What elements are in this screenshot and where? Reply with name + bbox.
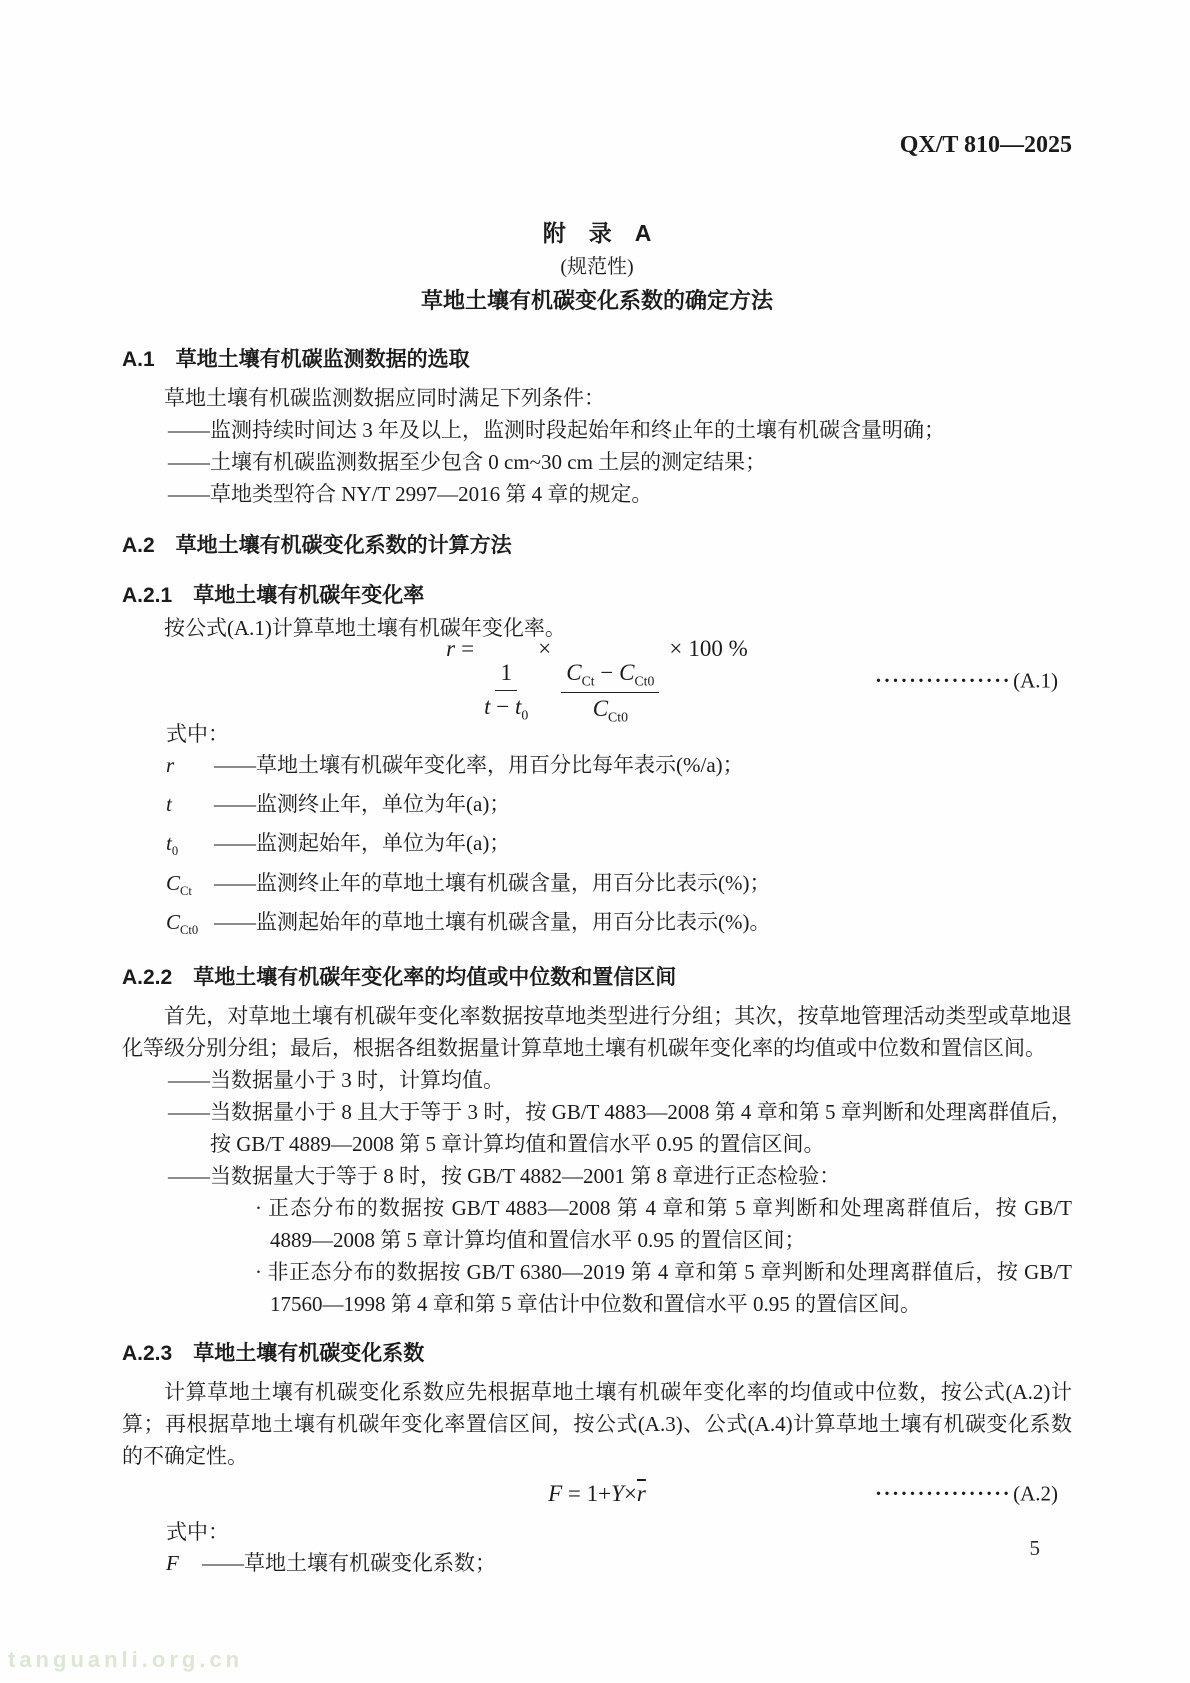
symbol-base: F xyxy=(166,1550,179,1575)
heading-a21: A.2.1 草地土壤有机碳年变化率 xyxy=(122,584,425,607)
symbol-row xyxy=(166,789,1072,828)
where-label-a2: 式中： xyxy=(166,1519,229,1544)
formula-a1-tail xyxy=(875,669,1058,694)
formula-a1-math xyxy=(446,636,748,726)
symbol-description: 监测起始年，单位为年(a)； xyxy=(256,831,511,856)
var-cct0-sub: Ct0 xyxy=(608,709,628,725)
var-rbar: $\overline{r}$ xyxy=(636,1480,646,1506)
dash-prefix: —— xyxy=(168,450,210,474)
a22-sub-item xyxy=(255,1256,1072,1320)
symbol-sub: Ct0 xyxy=(180,922,199,937)
a22-sub-item xyxy=(255,1192,1072,1256)
var-cct-sub: Ct xyxy=(581,673,595,689)
symbol-sub: Ct xyxy=(180,883,192,898)
symbol-base: r xyxy=(166,753,175,777)
times-sign: × xyxy=(623,1480,637,1506)
var-cct0-sub: Ct0 xyxy=(634,673,655,689)
var-r: r xyxy=(446,636,456,662)
symbol xyxy=(166,1548,202,1587)
symbol-description: 草地土壤有机碳变化系数； xyxy=(244,1550,496,1575)
dot-leader: ················ xyxy=(875,668,1012,693)
percent-value: 100 % xyxy=(688,636,748,662)
list-item-text: 土壤有机碳监测数据至少包含 0 cm~30 cm 土层的测定结果； xyxy=(210,450,767,474)
formula-a2-tail xyxy=(875,1481,1058,1506)
symbol-description: 监测起始年的草地土壤有机碳含量，用百分比表示(%)。 xyxy=(256,909,771,934)
bullet-prefix: · xyxy=(255,1259,262,1284)
dash-prefix: —— xyxy=(168,1067,210,1092)
a1-list-item xyxy=(168,414,1072,446)
equals-sign: = xyxy=(461,636,475,662)
var-cct: C xyxy=(566,660,582,686)
fraction-2 xyxy=(561,659,659,726)
times-sign: × xyxy=(669,636,683,662)
symbol-row xyxy=(166,750,1072,789)
formula-a2-label: (A.2) xyxy=(1013,1481,1058,1506)
symbol-base: C xyxy=(166,909,181,934)
appendix-title-block xyxy=(122,216,1072,318)
watermark: tanguanli.org.cn xyxy=(8,1647,244,1672)
var-t: t xyxy=(484,694,491,719)
formula-a1-label: (A.1) xyxy=(1013,668,1058,693)
fraction-1 xyxy=(484,659,528,724)
var-cct0: C xyxy=(592,696,609,722)
dash-prefix: —— xyxy=(214,831,256,856)
appendix-subtitle: 草地土壤有机碳变化系数的确定方法 xyxy=(420,288,773,313)
var-t0: t xyxy=(514,694,522,719)
var-F: F xyxy=(548,1480,563,1506)
page-number: 5 xyxy=(1029,1536,1040,1560)
heading-a2: A.2 草地土壤有机碳变化系数的计算方法 xyxy=(122,534,512,557)
symbol-base: C xyxy=(166,870,181,895)
symbol-row xyxy=(166,907,1072,946)
formula-a1 xyxy=(122,636,1072,725)
a1-list-item xyxy=(168,478,1072,510)
list-item-text: 监测持续时间达 3 年及以上，监测时段起始年和终止年的土壤有机碳含量明确； xyxy=(210,418,945,442)
heading-a1: A.1 草地土壤有机碳监测数据的选取 xyxy=(122,348,470,371)
a22-list-item xyxy=(168,1160,1072,1192)
symbol-description: 草地土壤有机碳年变化率，用百分比每年表示(%/a)； xyxy=(256,753,744,777)
a22-list-item xyxy=(168,1096,1072,1160)
symbol-sub: 0 xyxy=(171,844,179,859)
equals-sign: = xyxy=(562,1480,587,1506)
formula-a2 xyxy=(122,1474,1072,1514)
symbol-row xyxy=(166,1548,1072,1587)
fraction-2-denominator xyxy=(593,693,628,726)
fraction-2-numerator xyxy=(561,659,659,693)
symbol xyxy=(166,907,214,946)
symbol-base: t xyxy=(166,792,172,817)
symbol-row xyxy=(166,828,1072,867)
var-t0-sub: 0 xyxy=(521,707,529,723)
sub-item-text: 非正态分布的数据按 GB/T 6380—2019 第 4 章和第 5 章判断和处理离群值后，按 GB/T 17560—1998 第 4 章和第 5 章估计中位数和置信水平 0.95 的置信区间。 xyxy=(267,1259,1072,1316)
symbol xyxy=(166,828,214,867)
heading-a22: A.2.2 草地土壤有机碳年变化率的均值或中位数和置信区间 xyxy=(122,965,677,989)
symbol xyxy=(166,789,214,828)
heading-a23: A.2.3 草地土壤有机碳变化系数 xyxy=(122,1341,425,1365)
symbol-base: t xyxy=(166,831,172,856)
formula-a2-math xyxy=(548,1481,646,1507)
var-cct0: C xyxy=(619,660,635,686)
list-item-text: 当数据量小于 3 时，计算均值。 xyxy=(210,1067,504,1092)
minus-sign: − xyxy=(594,660,620,686)
minus-sign: − xyxy=(490,694,515,719)
dash-prefix: —— xyxy=(214,909,256,934)
dash-prefix: —— xyxy=(168,1163,210,1188)
list-item-text: 草地类型符合 NY/T 2997—2016 第 4 章的规定。 xyxy=(210,482,653,506)
dash-prefix: —— xyxy=(202,1550,244,1575)
list-item-text: 当数据量小于 8 且大于等于 3 时，按 GB/T 4883—2008 第 4 章和第 5 章判断和处理离群值后，按 GB/T 4889—2008 第 5 章计算均值和置信水平 0.95 的置信区间。 xyxy=(210,1099,1072,1156)
appendix-title: 附 录 A xyxy=(542,220,652,246)
symbol xyxy=(166,750,214,789)
a23-paragraph: 计算草地土壤有机碳变化系数应先根据草地土壤有机碳年变化率的均值或中位数，按公式(A.2)计算；再根据草地土壤有机碳年变化率置信区间，按公式(A.3)、公式(A.4)计算草地土壤有机碳变化系数的不确定性。 xyxy=(122,1379,1072,1468)
sub-item-text: 正态分布的数据按 GB/T 4883—2008 第 4 章和第 5 章判断和处理离群值后，按 GB/T 4889—2008 第 5 章计算均值和置信水平 0.95 的置信区间； xyxy=(267,1195,1072,1252)
appendix-normative-label: (规范性) xyxy=(560,256,634,278)
bullet-prefix: · xyxy=(255,1195,262,1220)
dash-prefix: —— xyxy=(168,482,210,506)
fraction-1-denominator xyxy=(484,691,528,724)
dash-prefix: —— xyxy=(168,1099,210,1124)
times-sign: × xyxy=(538,636,552,662)
dash-prefix: —— xyxy=(214,753,256,777)
symbol xyxy=(166,868,214,907)
number-one: 1 xyxy=(586,1480,599,1506)
a1-list-item xyxy=(168,446,1072,478)
dash-prefix: —— xyxy=(214,792,256,817)
fraction-1-numerator: 1 xyxy=(495,659,517,691)
dot-leader: ················ xyxy=(875,1481,1012,1506)
dash-prefix: —— xyxy=(168,418,210,442)
symbol-description: 监测终止年的草地土壤有机碳含量，用百分比表示(%)； xyxy=(256,870,771,895)
a1-intro-paragraph: 草地土壤有机碳监测数据应同时满足下列条件： xyxy=(164,386,605,410)
a22-paragraph: 首先，对草地土壤有机碳年变化率数据按草地类型进行分组；其次，按草地管理活动类型或草地退化等级分别分组；最后，根据各组数据量计算草地土壤有机碳年变化率的均值或中位数和置信区间。 xyxy=(122,1003,1072,1060)
a21-lead-paragraph: 按公式(A.1)计算草地土壤有机碳年变化率。 xyxy=(164,616,566,640)
a22-list-item xyxy=(168,1064,1072,1096)
page-content xyxy=(122,0,1072,1587)
symbol-row xyxy=(166,868,1072,907)
dash-prefix: —— xyxy=(214,870,256,895)
plus-sign: + xyxy=(598,1480,612,1506)
standard-code: QX/T 810—2025 xyxy=(899,132,1072,158)
symbol-description: 监测终止年，单位为年(a)； xyxy=(256,792,511,817)
list-item-text: 当数据量大于等于 8 时，按 GB/T 4882—2001 第 8 章进行正态检验： xyxy=(210,1163,841,1188)
where-label-a1: 式中： xyxy=(166,722,229,746)
var-Y: Y xyxy=(611,1480,624,1506)
